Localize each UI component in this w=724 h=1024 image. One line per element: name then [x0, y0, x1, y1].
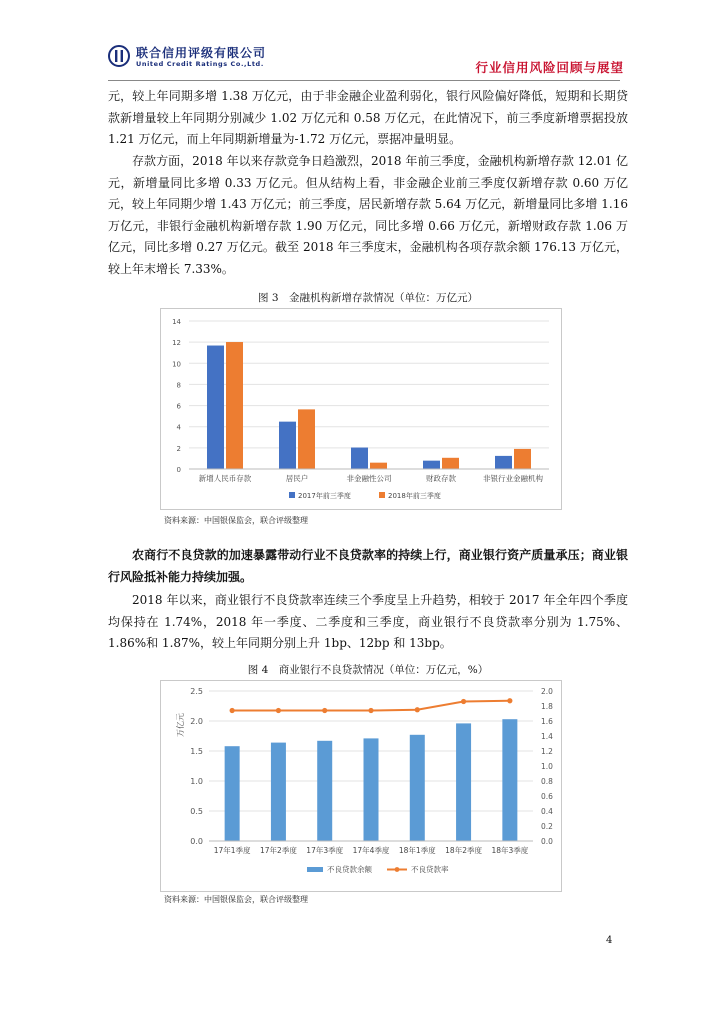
bar: [225, 746, 240, 841]
y2-tick-label: 0.0: [541, 837, 553, 846]
bar: [351, 448, 368, 469]
x-tick-label: 18年3季度: [491, 846, 529, 855]
bar: [226, 342, 243, 469]
x-tick-label: 非金融性公司: [346, 474, 392, 483]
y-tick-label: 12: [172, 339, 181, 348]
bar: [317, 741, 332, 841]
y-tick-label: 10: [172, 360, 181, 369]
line-point: [461, 699, 466, 704]
bar: [364, 738, 379, 841]
y2-tick-label: 1.4: [541, 732, 553, 741]
bar: [271, 743, 286, 841]
x-tick-label: 17年3季度: [306, 846, 344, 855]
figure-3-title: 图 3 金融机构新增存款情况（单位：万亿元）: [257, 292, 479, 304]
y-tick-label: 4: [176, 423, 181, 432]
y-tick-label: 8: [176, 381, 181, 390]
page-header: [108, 42, 628, 82]
y2-tick-label: 1.6: [541, 717, 553, 726]
header-divider: [108, 80, 620, 81]
company-name: 联合信用评级有限公司: [136, 46, 267, 60]
y2-tick-label: 0.4: [541, 807, 553, 816]
paragraph-deposits: 存款方面，2018 年以来存款竞争日趋激烈，2018 年前三季度，金融机构新增存款 12.01 亿元，新增量同比多增 0.33 万亿元。但从结构上看，非金融企业前三季度仅新增存款 0.60 万亿元，较上年同期少增 1.43 万亿元；前三季度，居民新增存款 5.64 万亿元，新增量同比多增 1.16 万亿元，非银行金融机构新增存款 1.90 万亿元，同比多增 0.66 万亿元，新增财政存款 1.06 万亿元，同比多增 0.27 万亿元。截至 2018 年三季度末，金融机构各项存款余额 176.13 万亿元，较上年末增长 7.33%。: [108, 154, 628, 276]
paragraph-npl: 2018 年以来，商业银行不良贷款率连续三个季度呈上升趋势，相较于 2017 年全年四个季度均保持在 1.74%，2018 年一季度、二季度和三季度，商业银行不良贷款率分别为 1.75%、1.86%和 1.87%，较上年同期分别上升 1bp、12bp 和 13bp。: [108, 593, 628, 650]
company-logo-icon: [108, 44, 130, 68]
line-point: [368, 708, 373, 713]
bar: [410, 735, 425, 841]
x-tick-label: 18年1季度: [398, 846, 436, 855]
npl-chart-svg: [161, 681, 561, 891]
x-tick-label: 18年2季度: [445, 846, 482, 855]
legend-label: 2018年前三季度: [388, 492, 441, 500]
line-point: [507, 698, 512, 703]
legend-label: 2017年前三季度: [298, 492, 351, 500]
report-title: 行业信用风险回顾与展望: [475, 60, 624, 75]
y2-tick-label: 0.6: [541, 792, 553, 801]
y-tick-label: 2: [176, 444, 181, 453]
y-tick-label: 1.5: [190, 747, 203, 756]
y-tick-label: 0.5: [190, 807, 203, 816]
company-name-en: United Credit Ratings Co.,Ltd.: [136, 60, 264, 68]
bar: [298, 409, 315, 469]
bar: [423, 461, 440, 469]
figure-3-source: 资料来源：中国银保监会，联合评级整理: [164, 516, 308, 525]
line-point: [415, 707, 420, 712]
y2-tick-label: 1.8: [541, 702, 553, 711]
figure-4-title: 图 4 商业银行不良贷款情况（单位：万亿元，%）: [247, 664, 489, 676]
x-tick-label: 新增人民币存款: [198, 474, 252, 483]
x-tick-label: 居民户: [285, 474, 309, 483]
bar: [456, 723, 471, 841]
x-tick-label: 17年4季度: [352, 846, 390, 855]
deposit-chart-svg: [161, 309, 561, 509]
legend-swatch: [289, 492, 295, 498]
section-heading: 农商行不良贷款的加速暴露带动行业不良贷款率的持续上行，商业银行资产质量承压；商业银行风险抵补能力持续加强。: [108, 548, 628, 584]
figure-4-source: 资料来源：中国银保监会，联合评级整理: [164, 895, 308, 904]
legend-swatch: [307, 867, 323, 872]
page-number: 4: [606, 935, 613, 946]
y-tick-label: 6: [176, 402, 181, 411]
x-tick-label: 17年2季度: [260, 846, 297, 855]
legend-label: 不良贷款率: [411, 865, 449, 874]
legend-swatch: [379, 492, 385, 498]
y-axis-label: 万亿元: [176, 713, 185, 737]
bar: [207, 346, 224, 469]
bar: [279, 422, 296, 469]
bar: [502, 719, 517, 841]
y2-tick-label: 0.2: [541, 822, 553, 831]
y-tick-label: 14: [172, 318, 181, 326]
y2-tick-label: 1.0: [541, 762, 553, 771]
npl-chart: [160, 680, 562, 892]
y-tick-label: 1.0: [190, 777, 203, 786]
x-tick-label: 17年1季度: [213, 846, 251, 855]
bar: [495, 456, 512, 469]
y-tick-label: 0.0: [190, 837, 203, 846]
deposit-chart: [160, 308, 562, 510]
legend-label: 不良贷款余额: [327, 865, 372, 874]
legend-swatch: [395, 867, 400, 872]
line-point: [230, 708, 235, 713]
y-tick-label: 2.0: [190, 717, 203, 726]
y2-tick-label: 2.0: [541, 687, 553, 696]
y2-tick-label: 1.2: [541, 747, 553, 756]
line-point: [322, 708, 327, 713]
y2-tick-label: 0.8: [541, 777, 553, 786]
bar: [442, 458, 459, 469]
y-tick-label: 2.5: [190, 687, 203, 696]
paragraph-loans: 元，较上年同期多增 1.38 万亿元，由于非金融企业盈利弱化，银行风险偏好降低，短期和长期贷款新增量较上年同期分别减少 1.02 万亿元和 0.58 万亿元，在此情况下，前三季度新增票据投放 1.21 万亿元，而上年同期新增量为-1.72 万亿元，票据冲量明显。: [108, 89, 628, 146]
line-point: [276, 708, 281, 713]
bar: [514, 449, 531, 469]
x-tick-label: 非银行业金融机构: [483, 474, 543, 483]
bar: [370, 463, 387, 469]
y-tick-label: 0: [176, 466, 181, 474]
x-tick-label: 财政存款: [426, 474, 456, 483]
